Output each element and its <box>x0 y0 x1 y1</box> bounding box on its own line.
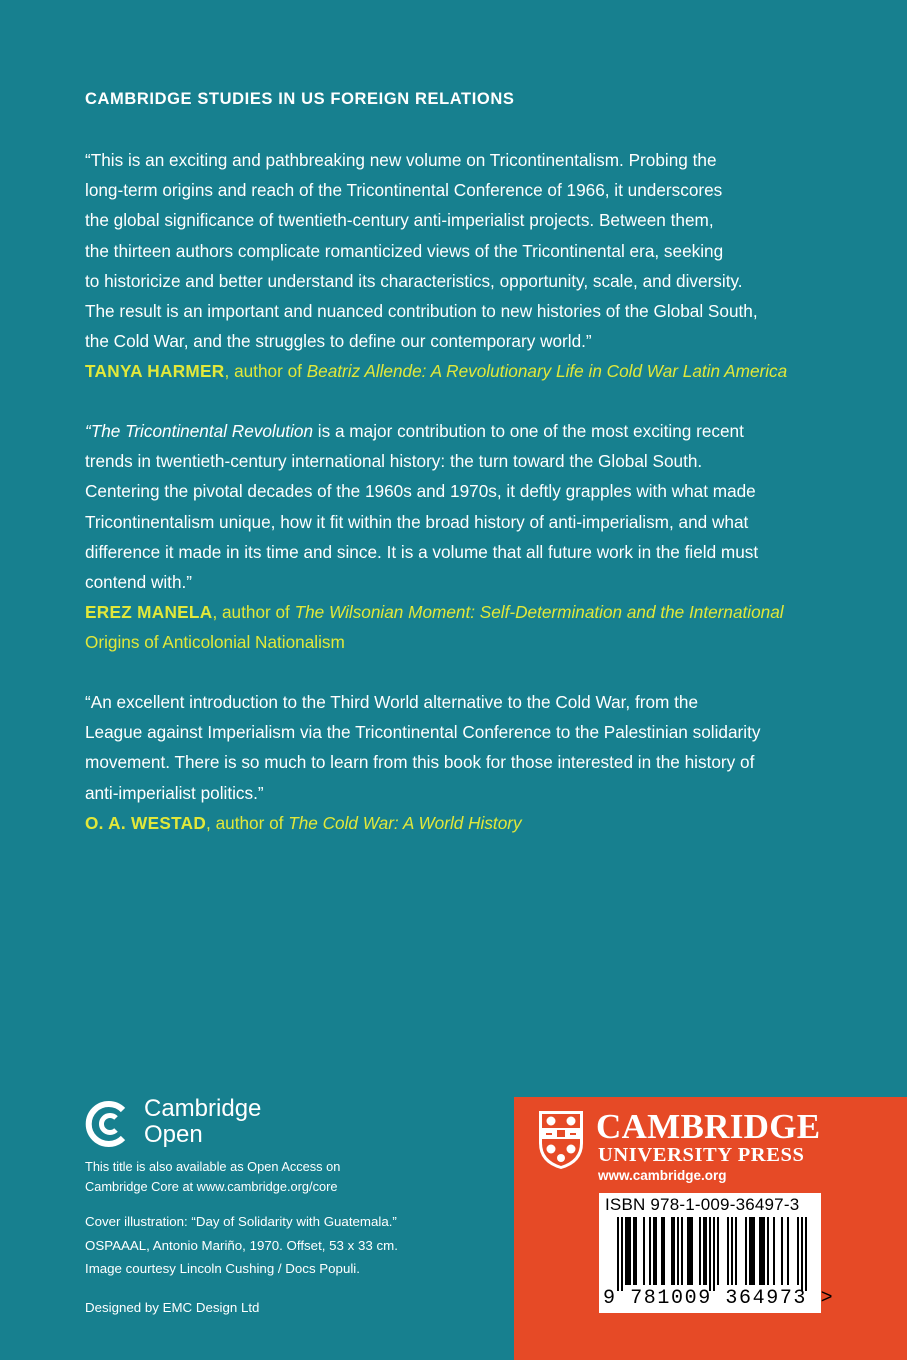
attribution <box>85 808 805 838</box>
barcode-bar <box>705 1217 707 1285</box>
credit-line: OSPAAAL, Antonio Mariño, 1970. Offset, 53 x 33 cm. <box>85 1237 398 1253</box>
author-of: , author of <box>206 812 289 833</box>
barcode-bar <box>731 1217 733 1285</box>
credit-line: Cover illustration: “Day of Solidarity with Guatemala.” <box>85 1214 397 1229</box>
book-title: Beatriz Allende: A Revolutionary Life in Cold War Latin America <box>306 361 788 382</box>
quote-book-title: “The Tricontinental Revolution <box>85 421 314 441</box>
wordmark-line: Cambridge <box>144 1095 262 1122</box>
publisher-press: UNIVERSITY PRESS <box>598 1144 805 1166</box>
designer-credit: Designed by EMC Design Ltd <box>85 1300 260 1315</box>
barcode-bar <box>753 1217 755 1285</box>
barcode-bar <box>673 1217 675 1285</box>
attribution <box>85 356 805 386</box>
barcode-bar <box>621 1217 623 1291</box>
barcode-bar <box>629 1217 631 1285</box>
endorsement-manela <box>85 416 805 658</box>
barcode-bar <box>649 1217 651 1285</box>
publisher-name: CAMBRIDGE <box>596 1107 821 1146</box>
barcode-bar <box>767 1217 769 1285</box>
university-shield-icon <box>537 1109 585 1171</box>
barcode-bar <box>759 1217 761 1285</box>
barcode-bar <box>781 1217 783 1285</box>
isbn-barcode <box>599 1193 835 1313</box>
credit-line: Image courtesy Lincoln Cushing / Docs Populi. <box>85 1261 360 1276</box>
quote-line: anti-imperialist politics.” <box>85 782 264 803</box>
book-title-continued: Origins of Anticolonial Nationalism <box>85 632 345 653</box>
barcode-bar <box>713 1217 715 1291</box>
quote-line: “An excellent introduction to the Third World alternative to the Cold War, from the <box>85 692 698 712</box>
quote-line: Centering the pivotal decades of the 1960s and 1970s, it deftly grapples with what made <box>85 481 756 502</box>
endorsement-westad <box>85 687 805 838</box>
isbn-label: ISBN 978-1-009-36497-3 <box>605 1195 800 1214</box>
barcode-bar <box>677 1217 679 1285</box>
quote-line: League against Imperialism via the Tricontinental Conference to the Palestinian solidarity <box>85 722 761 743</box>
attribution <box>85 597 805 627</box>
barcode-bar <box>749 1217 751 1285</box>
barcode-bar <box>661 1217 663 1285</box>
barcode-bar <box>761 1217 763 1285</box>
quote-line: long-term origins and reach of the Tricontinental Conference of 1966, it underscores <box>85 180 723 201</box>
wordmark-line: Open <box>144 1121 203 1148</box>
endorsement-harmer <box>85 145 805 387</box>
barcode-bar <box>617 1217 619 1291</box>
quote-line: to historicize and better understand its characteristics, opportunity, scale, and diversity. <box>85 270 743 291</box>
barcode-bar <box>625 1217 627 1285</box>
author-of: , author of <box>212 602 295 623</box>
barcode-bar <box>689 1217 691 1285</box>
barcode-bar <box>703 1217 705 1285</box>
barcode-bar <box>763 1217 765 1285</box>
publisher-panel <box>514 1097 907 1360</box>
note-line: Cambridge Core at www.cambridge.org/core <box>85 1179 338 1194</box>
barcode-bar <box>699 1217 701 1285</box>
barcode-bar <box>633 1217 635 1285</box>
quote-line: Tricontinentalism unique, how it fit within the broad history of anti-imperialism, and what <box>85 511 749 532</box>
quote-line: trends in twentieth-century international history: the turn toward the Global South. <box>85 451 703 472</box>
quote-line: the global significance of twentieth-century anti-imperialist projects. Between them, <box>85 210 714 231</box>
barcode-bar <box>787 1217 789 1285</box>
barcode-bar <box>709 1217 711 1291</box>
cambridge-open-wordmark <box>144 1096 261 1148</box>
barcode-bar <box>627 1217 629 1285</box>
barcode-bar <box>773 1217 775 1285</box>
quote-line <box>85 416 805 446</box>
open-access-note <box>85 1157 340 1197</box>
author-name: O. A. WESTAD <box>85 812 207 833</box>
quote-line: The result is an important and nuanced contribution to new histories of the Global South, <box>85 301 758 322</box>
barcode-bar <box>735 1217 737 1285</box>
barcode-bar <box>653 1217 655 1285</box>
author-of: , author of <box>224 361 307 382</box>
quote-line: the thirteen authors complicate romanticized views of the Tricontinental era, seeking <box>85 240 724 261</box>
publisher-url: www.cambridge.org <box>598 1168 727 1183</box>
barcode-bar <box>655 1217 657 1285</box>
quote-line: “This is an exciting and pathbreaking new volume on Tricontinentalism. Probing the <box>85 150 717 170</box>
barcode-bar <box>671 1217 673 1285</box>
cambridge-open-logo-icon <box>85 1100 133 1148</box>
barcode-bar <box>687 1217 689 1285</box>
note-line: This title is also available as Open Access on <box>85 1159 341 1174</box>
barcode-bar <box>805 1217 807 1291</box>
author-name: TANYA HARMER <box>85 361 225 382</box>
barcode-bar <box>745 1217 747 1285</box>
quote-line: contend with.” <box>85 572 193 593</box>
author-name: EREZ MANELA <box>85 602 213 623</box>
barcode-bar <box>717 1217 719 1285</box>
barcode-bar <box>797 1217 799 1285</box>
cover-credit <box>85 1210 398 1281</box>
quote-line: the Cold War, and the struggles to define our contemporary world.” <box>85 331 592 352</box>
quote-text: is a major contribution to one of the most exciting recent <box>313 421 744 441</box>
barcode-bar <box>801 1217 803 1291</box>
book-title: The Wilsonian Moment: Self-Determination and the International <box>294 602 784 623</box>
quote-line: movement. There is so much to learn from this book for those interested in the history of <box>85 752 755 773</box>
barcode-bar <box>751 1217 753 1285</box>
book-title: The Cold War: A World History <box>288 812 522 833</box>
barcode-bar <box>727 1217 729 1285</box>
barcode-bar <box>663 1217 665 1285</box>
quote-line: difference it made in its time and since. It is a volume that all future work in the field must <box>85 541 759 562</box>
barcode-bar <box>681 1217 683 1285</box>
barcode-bar <box>691 1217 693 1285</box>
barcode-bar <box>643 1217 645 1285</box>
barcode-digits: 9 781009 364973 > <box>603 1287 835 1310</box>
barcode-bar <box>635 1217 637 1285</box>
series-title: CAMBRIDGE STUDIES IN US FOREIGN RELATIONS <box>85 90 515 108</box>
